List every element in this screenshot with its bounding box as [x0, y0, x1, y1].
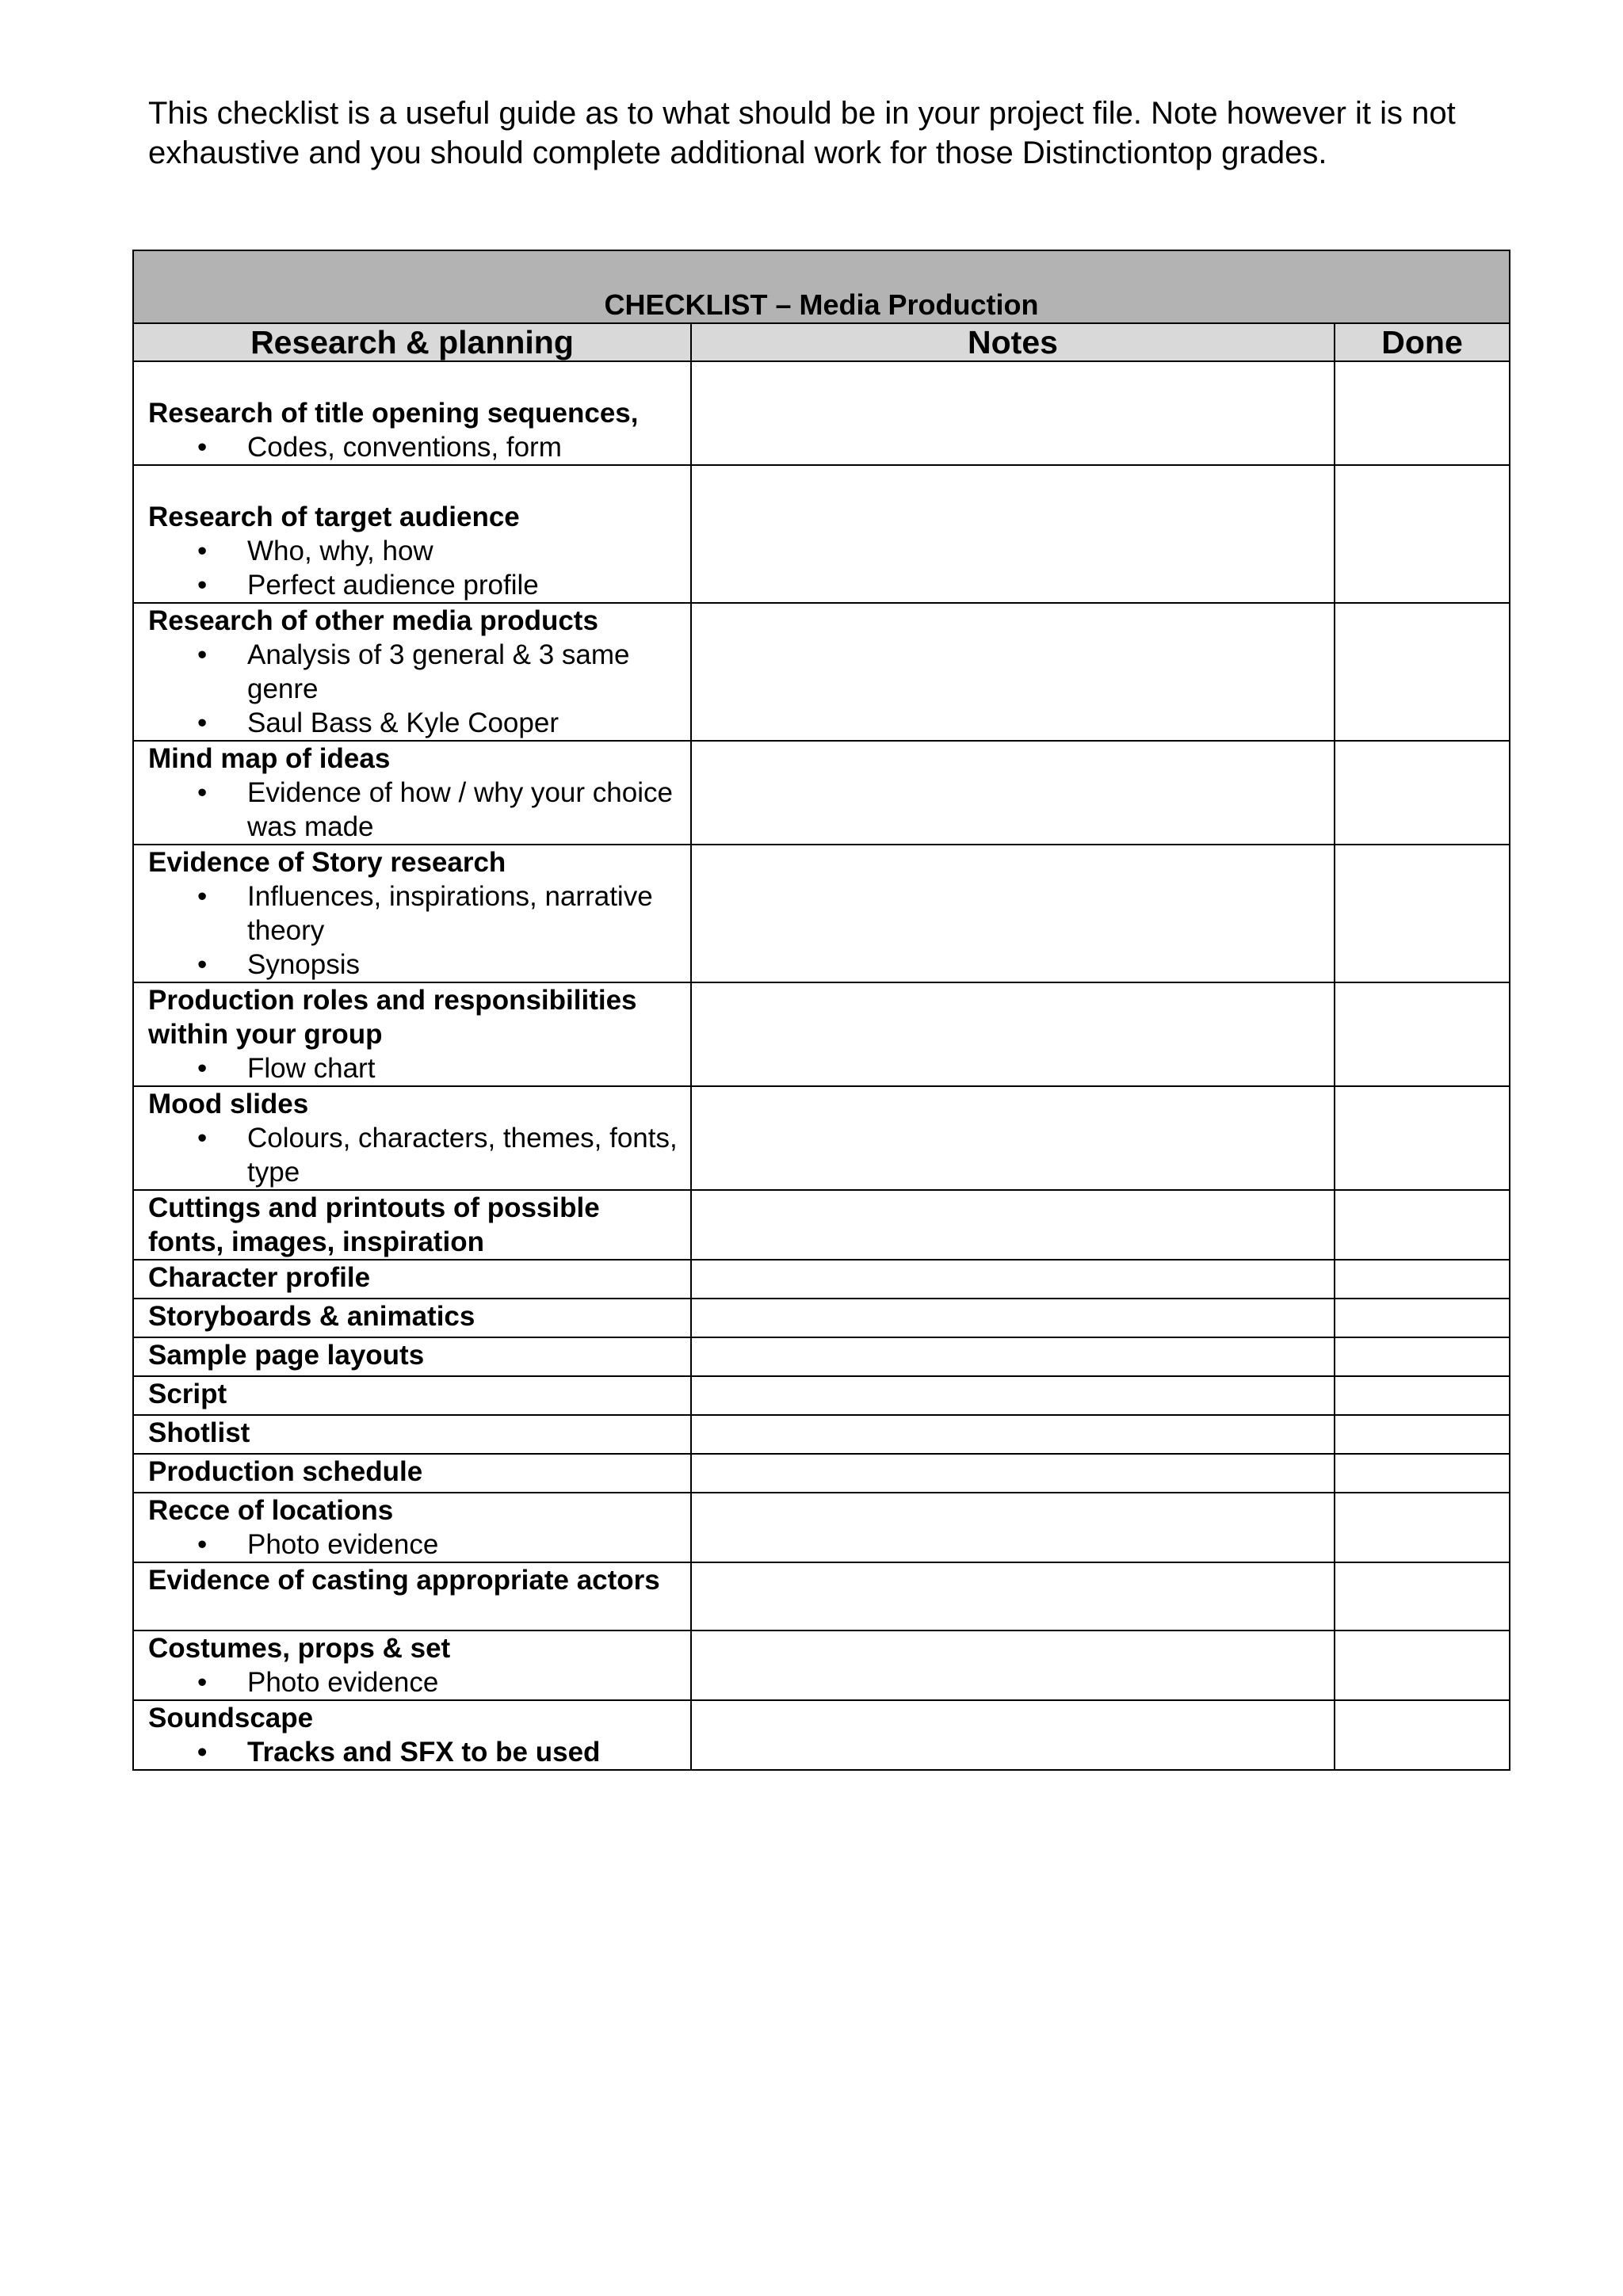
- bullet-item: [148, 879, 682, 948]
- notes-cell[interactable]: [691, 1415, 1335, 1454]
- checklist-item: [133, 1337, 691, 1376]
- bullet-item: [148, 568, 682, 602]
- checklist-item: [133, 1562, 691, 1630]
- table-row: [133, 1630, 1510, 1700]
- notes-cell[interactable]: [691, 1700, 1335, 1770]
- checklist-item: [133, 1299, 691, 1337]
- checklist-item-label: Mood slides: [148, 1089, 309, 1119]
- checklist-item-bullets: [148, 534, 682, 602]
- checklist-item-bullets: [148, 879, 682, 982]
- table-title: [133, 250, 1510, 323]
- done-cell[interactable]: [1335, 1493, 1510, 1562]
- table-row: [133, 1700, 1510, 1770]
- notes-cell[interactable]: [691, 1299, 1335, 1337]
- checklist-item: [133, 1260, 691, 1299]
- table-row: [133, 1086, 1510, 1190]
- done-cell[interactable]: [1335, 845, 1510, 982]
- checklist-item-label: Research of title opening sequences,: [148, 398, 639, 429]
- checklist-item-label: Production roles and responsibilities within your group: [148, 985, 637, 1050]
- checklist-item-label: Sample page layouts: [148, 1340, 425, 1371]
- done-cell[interactable]: [1335, 1562, 1510, 1630]
- bullet-icon: •: [197, 1529, 208, 1560]
- table-row: [133, 361, 1510, 465]
- checklist-item: [133, 1190, 691, 1260]
- table-row: [133, 1337, 1510, 1376]
- header-done: Done: [1335, 323, 1510, 361]
- bullet-text: Who, why, how: [247, 536, 433, 566]
- checklist-item-label: Cuttings and printouts of possible fonts, images, inspiration: [148, 1192, 600, 1257]
- table-row: [133, 1454, 1510, 1493]
- bullet-item: [148, 948, 682, 982]
- notes-cell[interactable]: [691, 1086, 1335, 1190]
- checklist-item: [133, 1493, 691, 1562]
- table-title-text: CHECKLIST – Media Production: [604, 288, 1039, 321]
- done-cell[interactable]: [1335, 1190, 1510, 1260]
- bullet-item: [148, 1051, 682, 1085]
- checklist-item-bullets: [148, 1735, 682, 1769]
- bullet-icon: •: [197, 1053, 208, 1084]
- notes-cell[interactable]: [691, 982, 1335, 1086]
- checklist-item-label: Research of other media products: [148, 605, 598, 636]
- bullet-text: Codes, conventions, form: [247, 432, 562, 463]
- notes-cell[interactable]: [691, 1260, 1335, 1299]
- checklist-item-label: Character profile: [148, 1262, 371, 1293]
- checklist-item: [133, 1086, 691, 1190]
- table-row: [133, 1562, 1510, 1630]
- done-cell[interactable]: [1335, 1630, 1510, 1700]
- bullet-icon: •: [197, 639, 208, 670]
- bullet-icon: •: [197, 1123, 208, 1154]
- checklist-item-label: Shotlist: [148, 1417, 250, 1448]
- checklist-item-label: Production schedule: [148, 1456, 423, 1487]
- notes-cell[interactable]: [691, 603, 1335, 741]
- done-cell[interactable]: [1335, 1700, 1510, 1770]
- checklist-item-label: Script: [148, 1379, 227, 1409]
- checklist-item: [133, 1376, 691, 1415]
- bullet-icon: •: [197, 707, 208, 738]
- table-row: [133, 1190, 1510, 1260]
- checklist-item: [133, 1454, 691, 1493]
- table-row: [133, 1415, 1510, 1454]
- checklist-item-bullets: [148, 1051, 682, 1085]
- checklist-item: [133, 603, 691, 741]
- bullet-item: [148, 1121, 682, 1189]
- bullet-text: Perfect audience profile: [247, 570, 539, 601]
- bullet-icon: •: [197, 570, 208, 601]
- bullet-text: Photo evidence: [247, 1529, 439, 1560]
- done-cell[interactable]: [1335, 1260, 1510, 1299]
- notes-cell[interactable]: [691, 1337, 1335, 1376]
- table-row: [133, 1260, 1510, 1299]
- bullet-icon: •: [197, 1667, 208, 1698]
- bullet-item: [148, 706, 682, 740]
- checklist-item: [133, 741, 691, 845]
- bullet-icon: •: [197, 949, 208, 980]
- checklist-item-label: Soundscape: [148, 1703, 314, 1733]
- checklist-item: [133, 1700, 691, 1770]
- checklist-item: [133, 1630, 691, 1700]
- table-row: [133, 1376, 1510, 1415]
- checklist-item: [133, 1415, 691, 1454]
- done-cell[interactable]: [1335, 1376, 1510, 1415]
- notes-cell[interactable]: [691, 1190, 1335, 1260]
- checklist-item-bullets: [148, 776, 682, 844]
- notes-cell[interactable]: [691, 1376, 1335, 1415]
- checklist-item: [133, 845, 691, 982]
- bullet-item: [148, 430, 682, 464]
- bullet-item: [148, 638, 682, 706]
- bullet-icon: •: [197, 881, 208, 912]
- bullet-text: Photo evidence: [247, 1667, 439, 1698]
- done-cell[interactable]: [1335, 361, 1510, 465]
- bullet-text: Saul Bass & Kyle Cooper: [247, 707, 559, 738]
- checklist-item: [133, 465, 691, 603]
- bullet-text: Analysis of 3 general & 3 same genre: [247, 639, 630, 704]
- bullet-icon: •: [197, 432, 208, 463]
- notes-cell[interactable]: [691, 845, 1335, 982]
- checklist-item-label: Research of target audience: [148, 502, 520, 532]
- bullet-text: Influences, inspirations, narrative theory: [247, 881, 653, 946]
- done-cell[interactable]: [1335, 982, 1510, 1086]
- notes-cell[interactable]: [691, 465, 1335, 603]
- notes-cell[interactable]: [691, 1630, 1335, 1700]
- table-row: [133, 1493, 1510, 1562]
- checklist-item: [133, 982, 691, 1086]
- done-cell[interactable]: [1335, 603, 1510, 741]
- table-row: [133, 982, 1510, 1086]
- notes-cell[interactable]: [691, 741, 1335, 845]
- bullet-text: Tracks and SFX to be used: [247, 1737, 601, 1768]
- checklist-item-bullets: [148, 1527, 682, 1562]
- notes-cell[interactable]: [691, 1493, 1335, 1562]
- checklist-item-label: Evidence of Story research: [148, 847, 506, 878]
- notes-cell[interactable]: [691, 361, 1335, 465]
- notes-cell[interactable]: [691, 1454, 1335, 1493]
- checklist-rows: [133, 361, 1510, 1770]
- table-row: [133, 603, 1510, 741]
- checklist-item-label: Costumes, props & set: [148, 1633, 451, 1664]
- checklist-item-bullets: [148, 430, 682, 464]
- done-cell[interactable]: [1335, 1454, 1510, 1493]
- done-cell[interactable]: [1335, 1299, 1510, 1337]
- table-row: [133, 1299, 1510, 1337]
- done-cell[interactable]: [1335, 1086, 1510, 1190]
- header-research-planning: Research & planning: [133, 323, 691, 361]
- checklist-item-bullets: [148, 638, 682, 740]
- bullet-icon: •: [197, 777, 208, 808]
- intro-text: This checklist is a useful guide as to what should be in your project file. Note however it is not exhaustive and you should complete additional work for those Distinctiontop grades.: [148, 96, 1456, 170]
- done-cell[interactable]: [1335, 1415, 1510, 1454]
- bullet-item: [148, 1735, 682, 1769]
- done-cell[interactable]: [1335, 1337, 1510, 1376]
- checklist-table: [132, 250, 1510, 1771]
- bullet-icon: •: [197, 536, 208, 566]
- bullet-text: Evidence of how / why your choice was made: [247, 777, 673, 842]
- bullet-text: Synopsis: [247, 949, 361, 980]
- bullet-item: [148, 1527, 682, 1562]
- checklist-item-label: Mind map of ideas: [148, 743, 391, 774]
- checklist-item: [133, 361, 691, 465]
- bullet-item: [148, 534, 682, 568]
- checklist-item-label: Recce of locations: [148, 1495, 394, 1526]
- table-row: [133, 741, 1510, 845]
- table-row: [133, 845, 1510, 982]
- bullet-text: Flow chart: [247, 1053, 376, 1084]
- bullet-item: [148, 776, 682, 844]
- checklist-item-label: Storyboards & animatics: [148, 1301, 475, 1332]
- bullet-item: [148, 1665, 682, 1699]
- done-cell[interactable]: [1335, 465, 1510, 603]
- table-row: [133, 465, 1510, 603]
- checklist-item-bullets: [148, 1665, 682, 1699]
- bullet-text: Colours, characters, themes, fonts, type: [247, 1123, 678, 1188]
- notes-cell[interactable]: [691, 1562, 1335, 1630]
- checklist-item-bullets: [148, 1121, 682, 1189]
- done-cell[interactable]: [1335, 741, 1510, 845]
- checklist-item-label: Evidence of casting appropriate actors: [148, 1565, 660, 1596]
- bullet-icon: •: [197, 1737, 208, 1768]
- header-notes: Notes: [691, 323, 1335, 361]
